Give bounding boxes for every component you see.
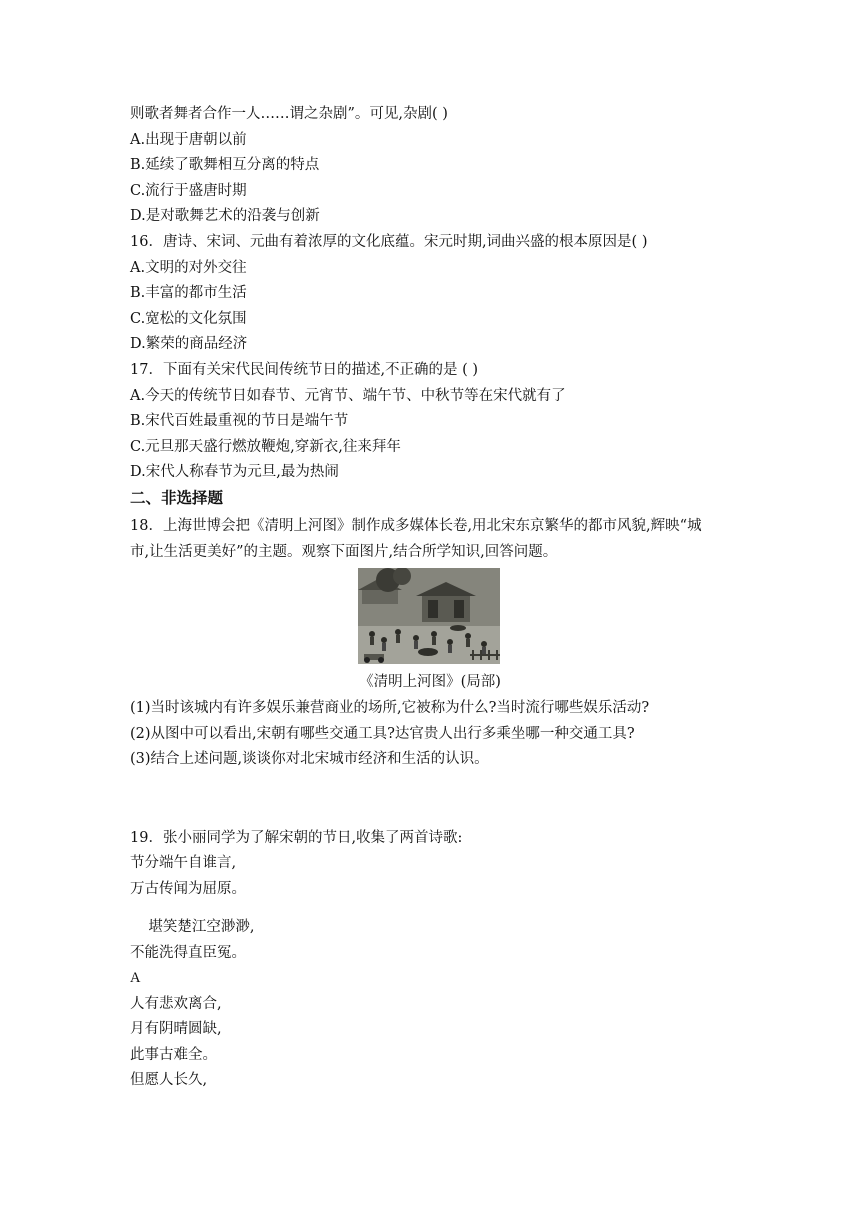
poem-a-line-1: 节分端午自谁言, xyxy=(130,855,237,871)
q15-stem-line: 则歌者舞者合作一人……谓之杂剧”。可见,杂剧( ) xyxy=(130,106,448,122)
section-heading: 二、非选择题 xyxy=(130,488,224,507)
poem-b-line-4: 但愿人长久, xyxy=(130,1072,208,1088)
q17-option-a: A.今天的传统节日如春节、元宵节、端午节、中秋节等在宋代就有了 xyxy=(130,388,566,404)
q17-option-d: D.宋代人称春节为元旦,最为热闹 xyxy=(130,464,339,480)
q18-subquestion-2: (2)从图中可以看出,宋朝有哪些交通工具?达官贵人出行多乘坐哪一种交通工具? xyxy=(130,726,635,742)
poem-b-line-3: 此事古难全。 xyxy=(130,1047,217,1063)
qingming-painting-image xyxy=(358,568,500,664)
poem-a-line-3: 堪笑楚江空渺渺, xyxy=(130,919,255,935)
q18-text-line-1: 18．上海世博会把《清明上河图》制作成多媒体长卷,用北宋东京繁华的都市风貌,辉映“城 xyxy=(130,518,702,534)
q16-option-b: B.丰富的都市生活 xyxy=(130,285,247,301)
q17-option-c: C.元旦那天盛行燃放鞭炮,穿新衣,往来拜年 xyxy=(130,439,401,455)
poem-a-line-4: 不能洗得直臣冤。 xyxy=(130,945,246,961)
q15-option-b: B.延续了歌舞相互分离的特点 xyxy=(130,157,320,173)
q15-option-a: A.出现于唐朝以前 xyxy=(130,132,247,148)
figure-caption: 《清明上河图》(局部) xyxy=(359,674,501,690)
poem-b-line-2: 月有阴晴圆缺, xyxy=(130,1021,222,1037)
q18-text-line-2: 市,让生活更美好”的主题。观察下面图片,结合所学知识,回答问题。 xyxy=(130,544,558,560)
q16-stem: 16．唐诗、宋词、元曲有着浓厚的文化底蕴。宋元时期,词曲兴盛的根本原因是( ) xyxy=(130,234,648,250)
q17-option-b: B.宋代百姓最重视的节日是端午节 xyxy=(130,413,349,429)
poem-a-label: A xyxy=(130,970,141,986)
q15-option-c: C.流行于盛唐时期 xyxy=(130,183,247,199)
q19-intro: 19．张小丽同学为了解宋朝的节日,收集了两首诗歌: xyxy=(130,830,463,846)
q18-subquestion-3: (3)结合上述问题,谈谈你对北宋城市经济和生活的认识。 xyxy=(130,751,489,767)
poem-b-line-1: 人有悲欢离合, xyxy=(130,996,222,1012)
q18-subquestion-1: (1)当时该城内有许多娱乐兼营商业的场所,它被称为什么?当时流行哪些娱乐活动? xyxy=(130,700,650,716)
q16-option-a: A.文明的对外交往 xyxy=(130,260,247,276)
q15-option-d: D.是对歌舞艺术的沿袭与创新 xyxy=(130,208,320,224)
q16-option-c: C.宽松的文化氛围 xyxy=(130,311,247,327)
q16-option-d: D.繁荣的商品经济 xyxy=(130,336,248,352)
poem-a-line-2: 万古传闻为屈原。 xyxy=(130,881,246,897)
q17-stem: 17．下面有关宋代民间传统节日的描述,不正确的是 ( ) xyxy=(130,362,479,378)
